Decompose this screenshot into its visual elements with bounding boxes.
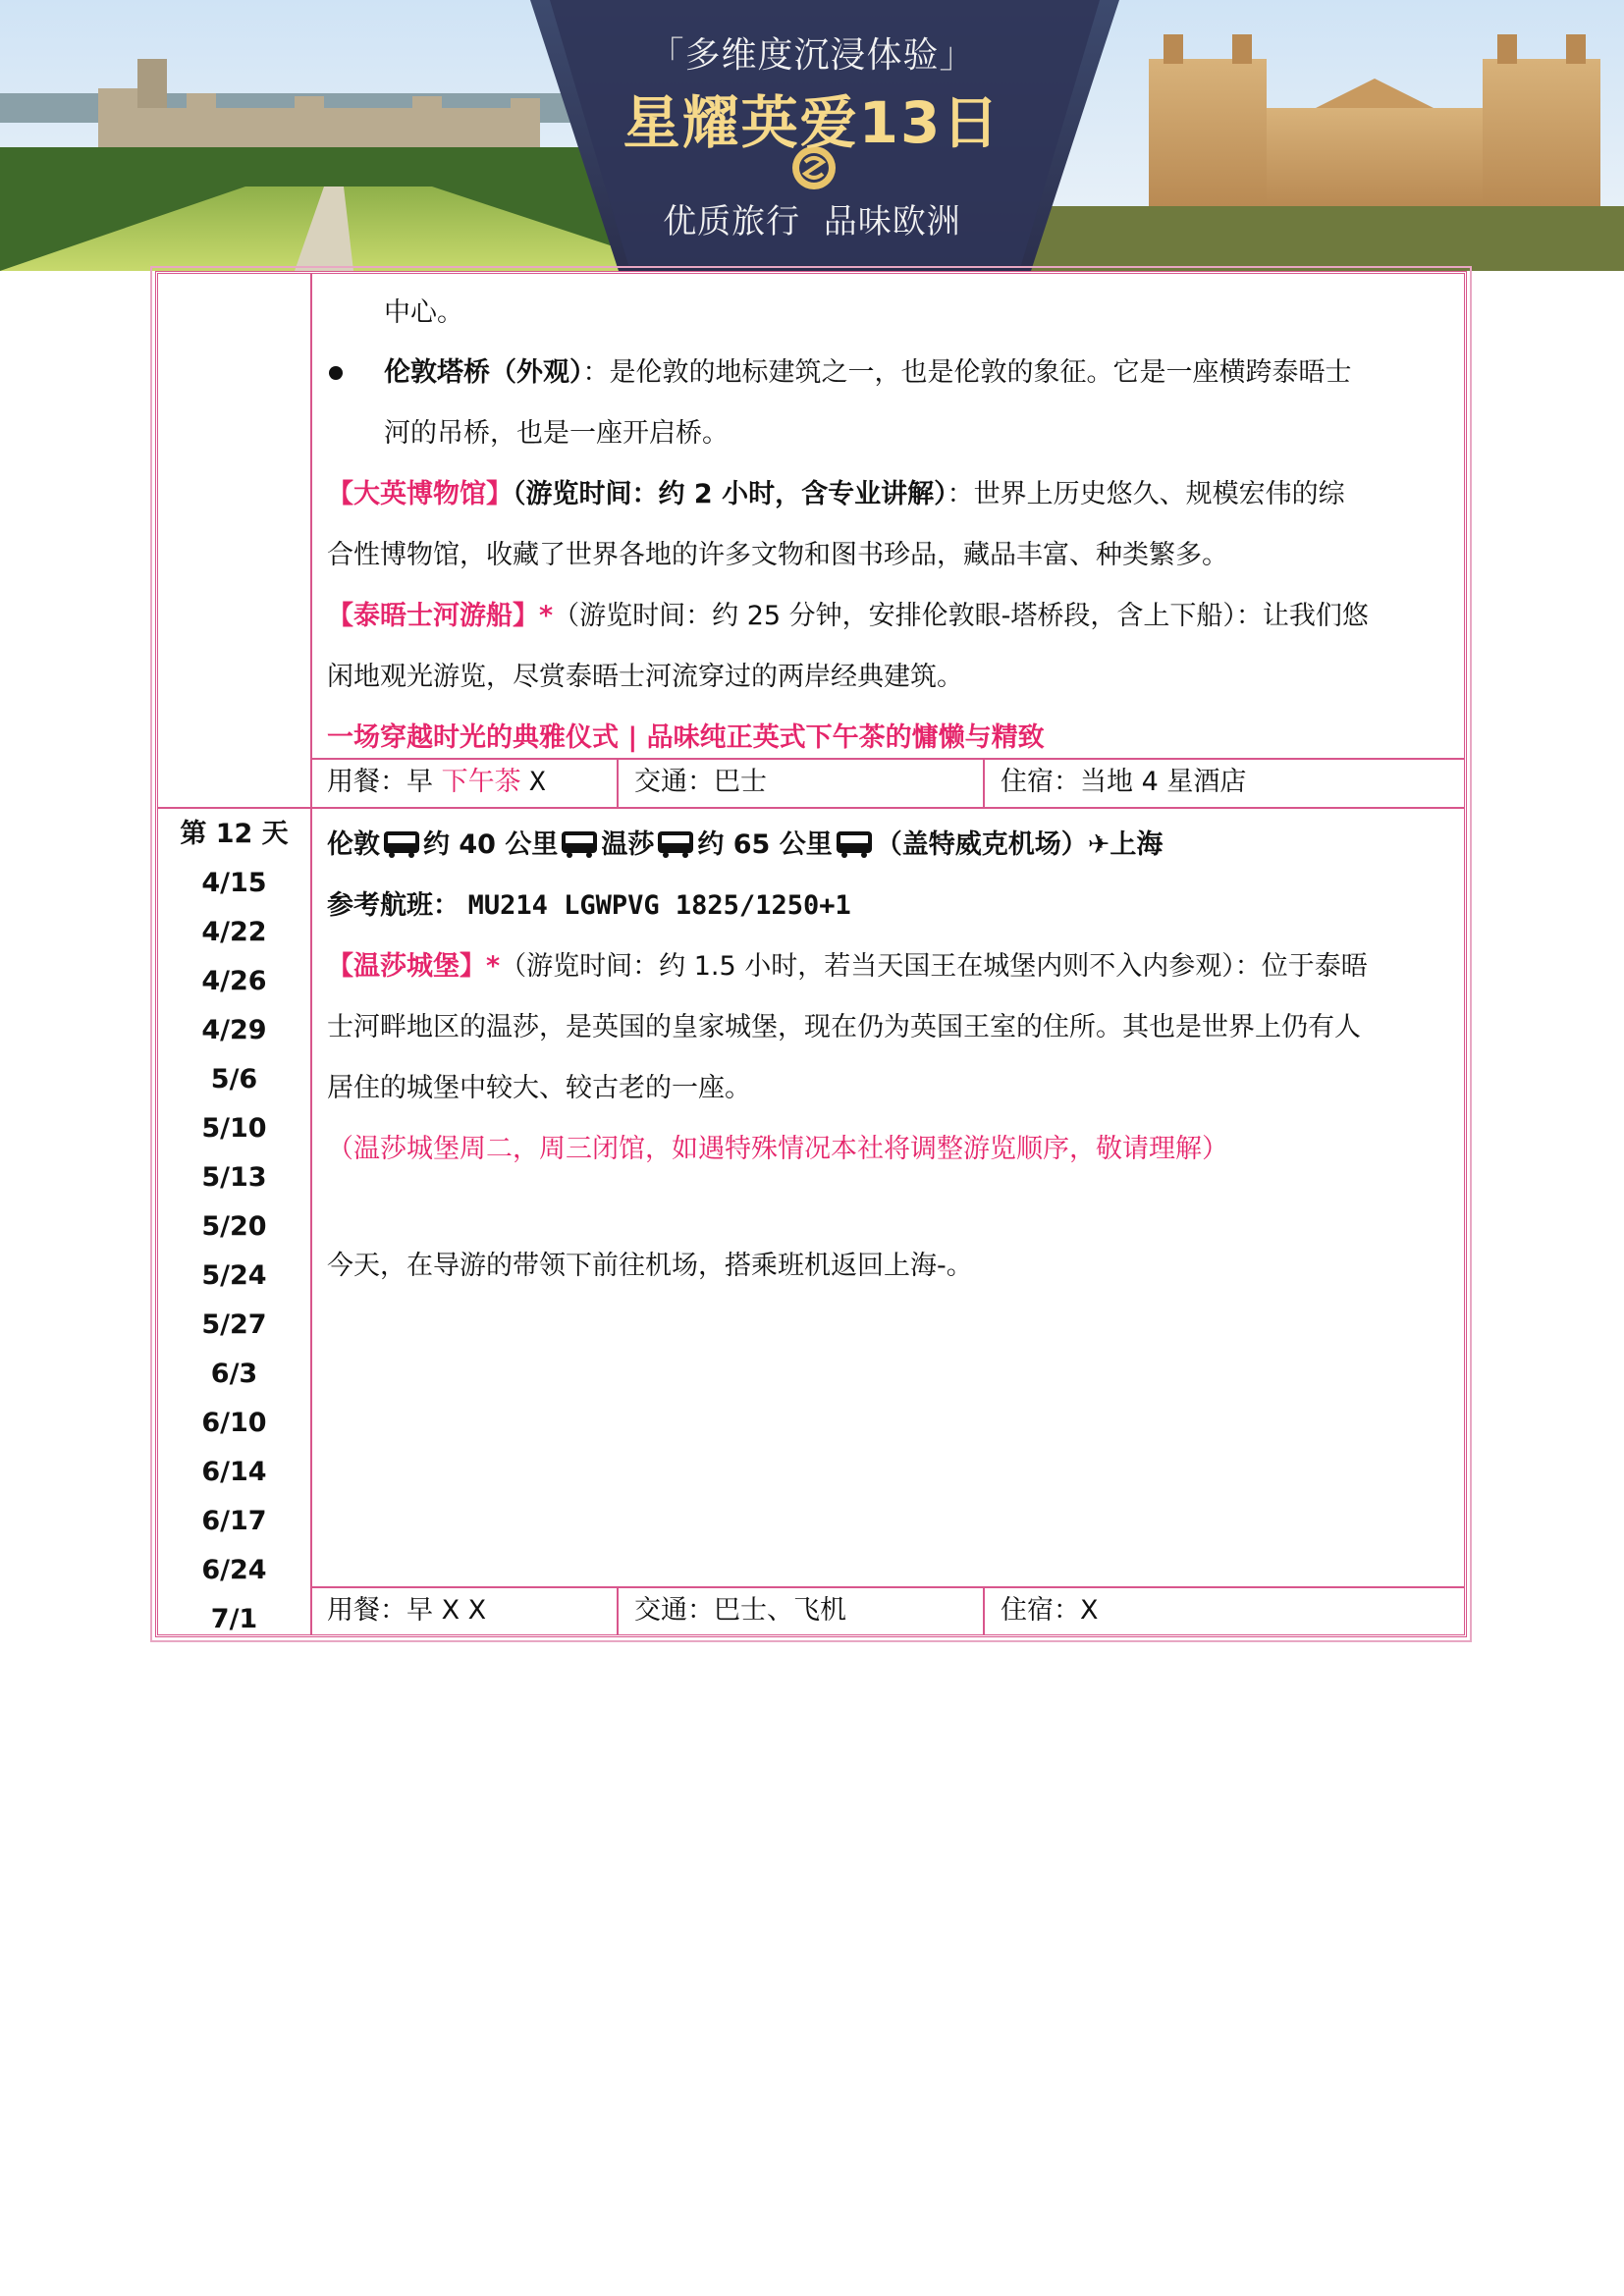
day12-hotel: 住宿：X (1001, 1595, 1099, 1626)
flight-value: MU214 LGWPVG 1825/1250+1 (467, 890, 851, 921)
departure-date: 6/24 (201, 1555, 267, 1585)
departure-date: 6/3 (210, 1359, 258, 1389)
day12-info-divider (310, 1586, 1464, 1588)
departure-date: 5/10 (201, 1113, 267, 1144)
day11-meal-label: 用餐：早 (327, 767, 433, 797)
day12-meal: 用餐：早 X X (327, 1595, 487, 1626)
tower-bridge-desc-2: 河的吊桥，也是一座开启桥。 (384, 418, 729, 449)
route-to: 上海 (1110, 829, 1164, 860)
thames-cruise-item (327, 597, 1369, 636)
day11-meal-dinner: X (529, 767, 546, 797)
departure-date: 6/14 (201, 1457, 267, 1487)
windsor-title: 【温莎城堡】* (327, 951, 501, 982)
british-museum-item (327, 475, 1345, 514)
departure-date: 4/26 (201, 966, 267, 996)
departure-date: 4/22 (201, 917, 267, 947)
departure-date: 6/10 (201, 1408, 267, 1438)
thames-cruise-desc-2: 闲地观光游览，尽赏泰晤士河流穿过的两岸经典建筑。 (327, 662, 963, 692)
header-banner (0, 0, 1624, 271)
departure-date: 7/1 (210, 1604, 258, 1634)
day11-info-divider (310, 758, 1464, 760)
day12-info-sep-2 (983, 1586, 985, 1635)
departure-date: 5/6 (210, 1064, 258, 1095)
day11-transport: 交通：巴士 (634, 767, 767, 797)
banner-title: 星耀英爱13日 (623, 89, 1001, 156)
date-column-divider (310, 274, 312, 1634)
day-label: 第 12 天 (180, 819, 289, 849)
route-via: 温莎 (601, 829, 655, 860)
british-museum-desc-2: 合性博物馆，收藏了世界各地的许多文物和图书珍品，藏品丰富、种类繁多。 (327, 540, 1228, 570)
day11-info-sep-1 (617, 758, 619, 807)
departure-date: 5/24 (201, 1260, 267, 1291)
route-airport: （盖特威克机场） (875, 829, 1088, 860)
departure-date: 5/13 (201, 1162, 267, 1193)
british-museum-time: （游览时间：约 2 小时，含专业讲解） (513, 479, 947, 509)
bus-icon (560, 829, 599, 859)
bus-icon (382, 829, 421, 859)
day12-info-sep-1 (617, 1586, 619, 1635)
tower-bridge-title: 伦敦塔桥（外观） (384, 357, 583, 388)
banner-subtitle: 「多维度沉浸体验」 (648, 35, 976, 76)
day11-hotel: 住宿：当地 4 星酒店 (1001, 767, 1247, 797)
windsor-closing-note: （温莎城堡周二，周三闭馆，如遇特殊情况本社将调整游览顺序，敬请理解） (327, 1134, 1228, 1164)
banner-slogan: 优质旅行 品味欧洲 (663, 202, 961, 241)
bullet-icon (329, 366, 343, 380)
day11-meal (327, 763, 545, 802)
flight-label: 参考航班： (327, 890, 460, 921)
itinerary-table (155, 271, 1467, 1637)
departure-date: 5/27 (201, 1309, 267, 1340)
flight-line (327, 886, 851, 926)
tower-bridge-item (384, 353, 1352, 393)
british-museum-desc-1: ：世界上历史悠久、规模宏伟的综 (947, 479, 1345, 509)
bus-icon (835, 829, 874, 859)
thames-cruise-title: 【泰晤士河游船】* (327, 601, 554, 631)
departure-date: 5/20 (201, 1211, 267, 1242)
windsor-desc-2: 士河畔地区的温莎，是英国的皇家城堡，现在仍为英国王室的住所。其也是世界上仍有人 (327, 1012, 1361, 1042)
route-from: 伦敦 (327, 829, 380, 860)
continued-line: 中心。 (384, 297, 463, 328)
row-divider (158, 807, 1464, 809)
bus-icon (656, 829, 695, 859)
banner-subtitle-text: 多维度沉浸体验 (684, 35, 940, 76)
airport-transfer-desc: 今天，在导游的带领下前往机场，搭乘班机返回上海-。 (327, 1251, 973, 1281)
afternoon-tea-highlight: 一场穿越时光的典雅仪式 | 品味纯正英式下午茶的慵懒与精致 (327, 722, 1045, 753)
windsor-item (327, 947, 1368, 987)
thames-cruise-desc-1: （游览时间：约 25 分钟，安排伦敦眼-塔桥段，含上下船）：让我们悠 (553, 601, 1369, 631)
departure-date: 6/17 (201, 1506, 267, 1536)
departure-date: 4/15 (201, 868, 267, 898)
route-distance-1: 约 40 公里 (423, 829, 559, 860)
route-line (327, 826, 1163, 865)
windsor-desc-1: （游览时间：约 1.5 小时，若当天国王在城堡内则不入内参观）：位于泰晤 (500, 951, 1368, 982)
departure-date: 4/29 (201, 1015, 267, 1045)
windsor-desc-3: 居住的城堡中较大、较古老的一座。 (327, 1073, 751, 1103)
route-distance-2: 约 65 公里 (697, 829, 833, 860)
day11-info-sep-2 (983, 758, 985, 807)
day11-meal-tea: 下午茶 (441, 767, 521, 797)
plane-icon: ✈ (1087, 829, 1110, 860)
tower-bridge-desc-1: ：是伦敦的地标建筑之一，也是伦敦的象征。它是一座横跨泰晤士 (582, 357, 1352, 388)
day12-transport: 交通：巴士、飞机 (634, 1595, 846, 1626)
british-museum-title: 【大英博物馆】 (327, 479, 513, 509)
